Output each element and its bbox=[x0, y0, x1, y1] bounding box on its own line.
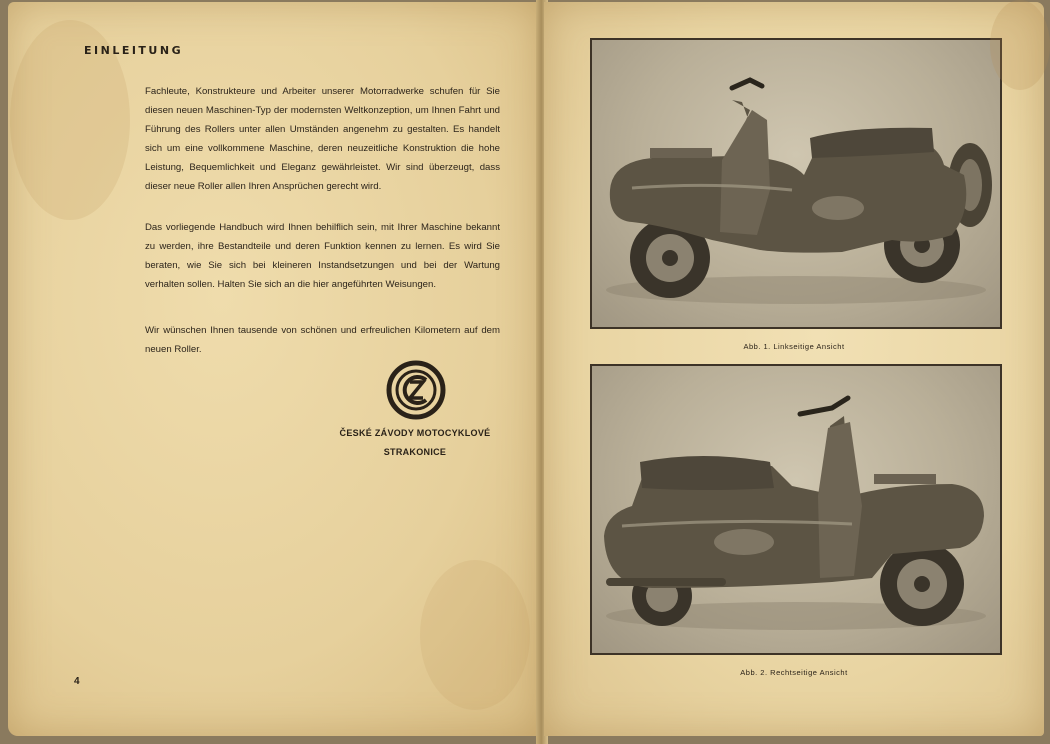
scooter-photo-left-view bbox=[590, 38, 1002, 329]
scooter-photo-right-view bbox=[590, 364, 1002, 655]
page-heading: EINLEITUNG bbox=[84, 44, 184, 57]
figure-1-caption: Abb. 1. Linkseitige Ansicht bbox=[743, 342, 845, 351]
maker-city: STRAKONICE bbox=[383, 447, 447, 457]
scooter-right-illustration bbox=[592, 366, 1000, 653]
closing-paragraph: Wir wünschen Ihnen tausende von schönen und erfreulichen Kilometern auf dem neuen Roller. bbox=[145, 325, 500, 355]
intro-paragraph: Fachleute, Konstrukteure und Arbeiter unserer Motorradwerke schufen für Sie diesen neuen Maschinen-Typ der modernsten Weltkonzeption, um Ihnen Fahrt und Führung des Rollers unter allen Umständen angenehm zu gestalten. Es handelt sich um eine vollkommene Maschine, deren neuzeitliche Konstruktion die hohe Leistung, Bequemlichkeit und Eleganz gewährleistet. Wir sind überzeugt, dass dieser neue Roller allen Ihren Ansprüchen gerecht wird. bbox=[145, 86, 500, 192]
scooter-left-illustration bbox=[592, 40, 1000, 327]
handbook-paragraph: Das vorliegende Handbuch wird Ihnen behilflich sein, mit Ihrer Maschine bekannt zu werden, ihre Bestandteile und deren Funktion kennen zu lernen. Es wird Sie beraten, wie Sie sich bei kleineren Instandsetzungen und bei der Wartung verhalten sollen. Halten Sie sich an die hier angeführten Weisungen. bbox=[145, 222, 500, 290]
figure-2-caption: Abb. 2. Rechtseitige Ansicht bbox=[740, 668, 848, 677]
page-number: 4 bbox=[74, 676, 80, 687]
maker-name: ČESKÉ ZÁVODY MOTOCYKLOVÉ bbox=[339, 428, 491, 438]
cz-logo bbox=[386, 360, 446, 420]
